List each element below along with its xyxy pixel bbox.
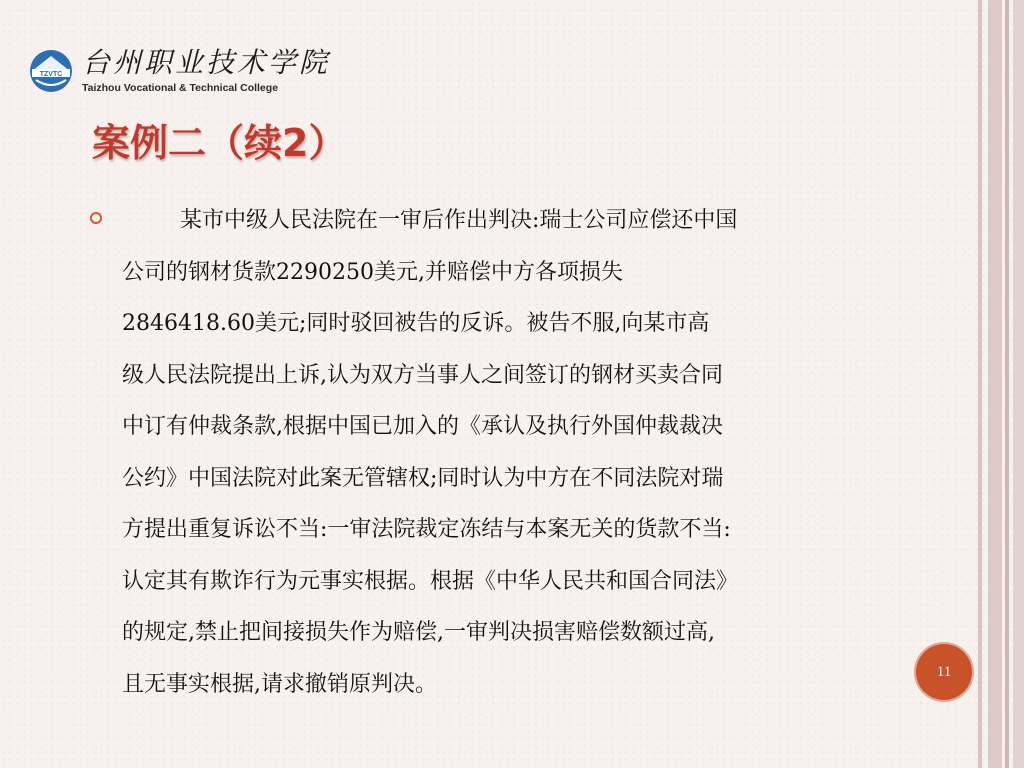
paragraph-line: 2846418.60美元;同时驳回被告的反诉。被告不服,向某市高 xyxy=(122,311,710,336)
page-number: 11 xyxy=(936,663,952,680)
slide-title: 案例二（续2） xyxy=(92,121,347,165)
emblem-text: TZVTC xyxy=(39,71,63,78)
college-english-name: Taizhou Vocational & Technical College xyxy=(82,82,279,94)
paragraph-line: 且无事实根据,请求撤销原判决。 xyxy=(122,671,437,697)
decorative-stripe xyxy=(1005,0,1009,768)
paragraph-line: 某市中级人民法院在一审后作出判决:瑞士公司应偿还中国 xyxy=(180,208,738,233)
circle-bullet-icon xyxy=(90,212,102,224)
decorative-stripe xyxy=(1013,0,1024,768)
paragraph-line: 认定其有欺诈行为元事实根据。根据《中华人民共和国合同法》 xyxy=(122,568,739,594)
decorative-stripe xyxy=(988,0,1002,768)
case-paragraph xyxy=(122,195,922,710)
college-chinese-name: 台州职业技术学院 xyxy=(82,46,331,79)
college-logo xyxy=(28,46,331,98)
college-emblem-icon xyxy=(28,48,74,94)
paragraph-line: 中订有仲裁条款,根据中国已加入的《承认及执行外国仲裁裁决 xyxy=(122,414,723,439)
paragraph-line: 级人民法院提出上诉,认为双方当事人之间签订的钢材买卖合同 xyxy=(122,362,723,388)
paragraph-line: 的规定,禁止把间接损失作为赔偿,一审判决损害赔偿数额过高, xyxy=(122,620,715,645)
paragraph-line: 方提出重复诉讼不当:一审法院裁定冻结与本案无关的货款不当: xyxy=(122,517,731,542)
page-number-badge xyxy=(914,642,974,702)
decorative-stripe xyxy=(978,0,982,768)
paragraph-line: 公司的钢材货款2290250美元,并赔偿中方各项损失 xyxy=(122,259,623,285)
paragraph-line: 公约》中国法院对此案无管辖权;同时认为中方在不同法院对瑞 xyxy=(122,465,724,491)
